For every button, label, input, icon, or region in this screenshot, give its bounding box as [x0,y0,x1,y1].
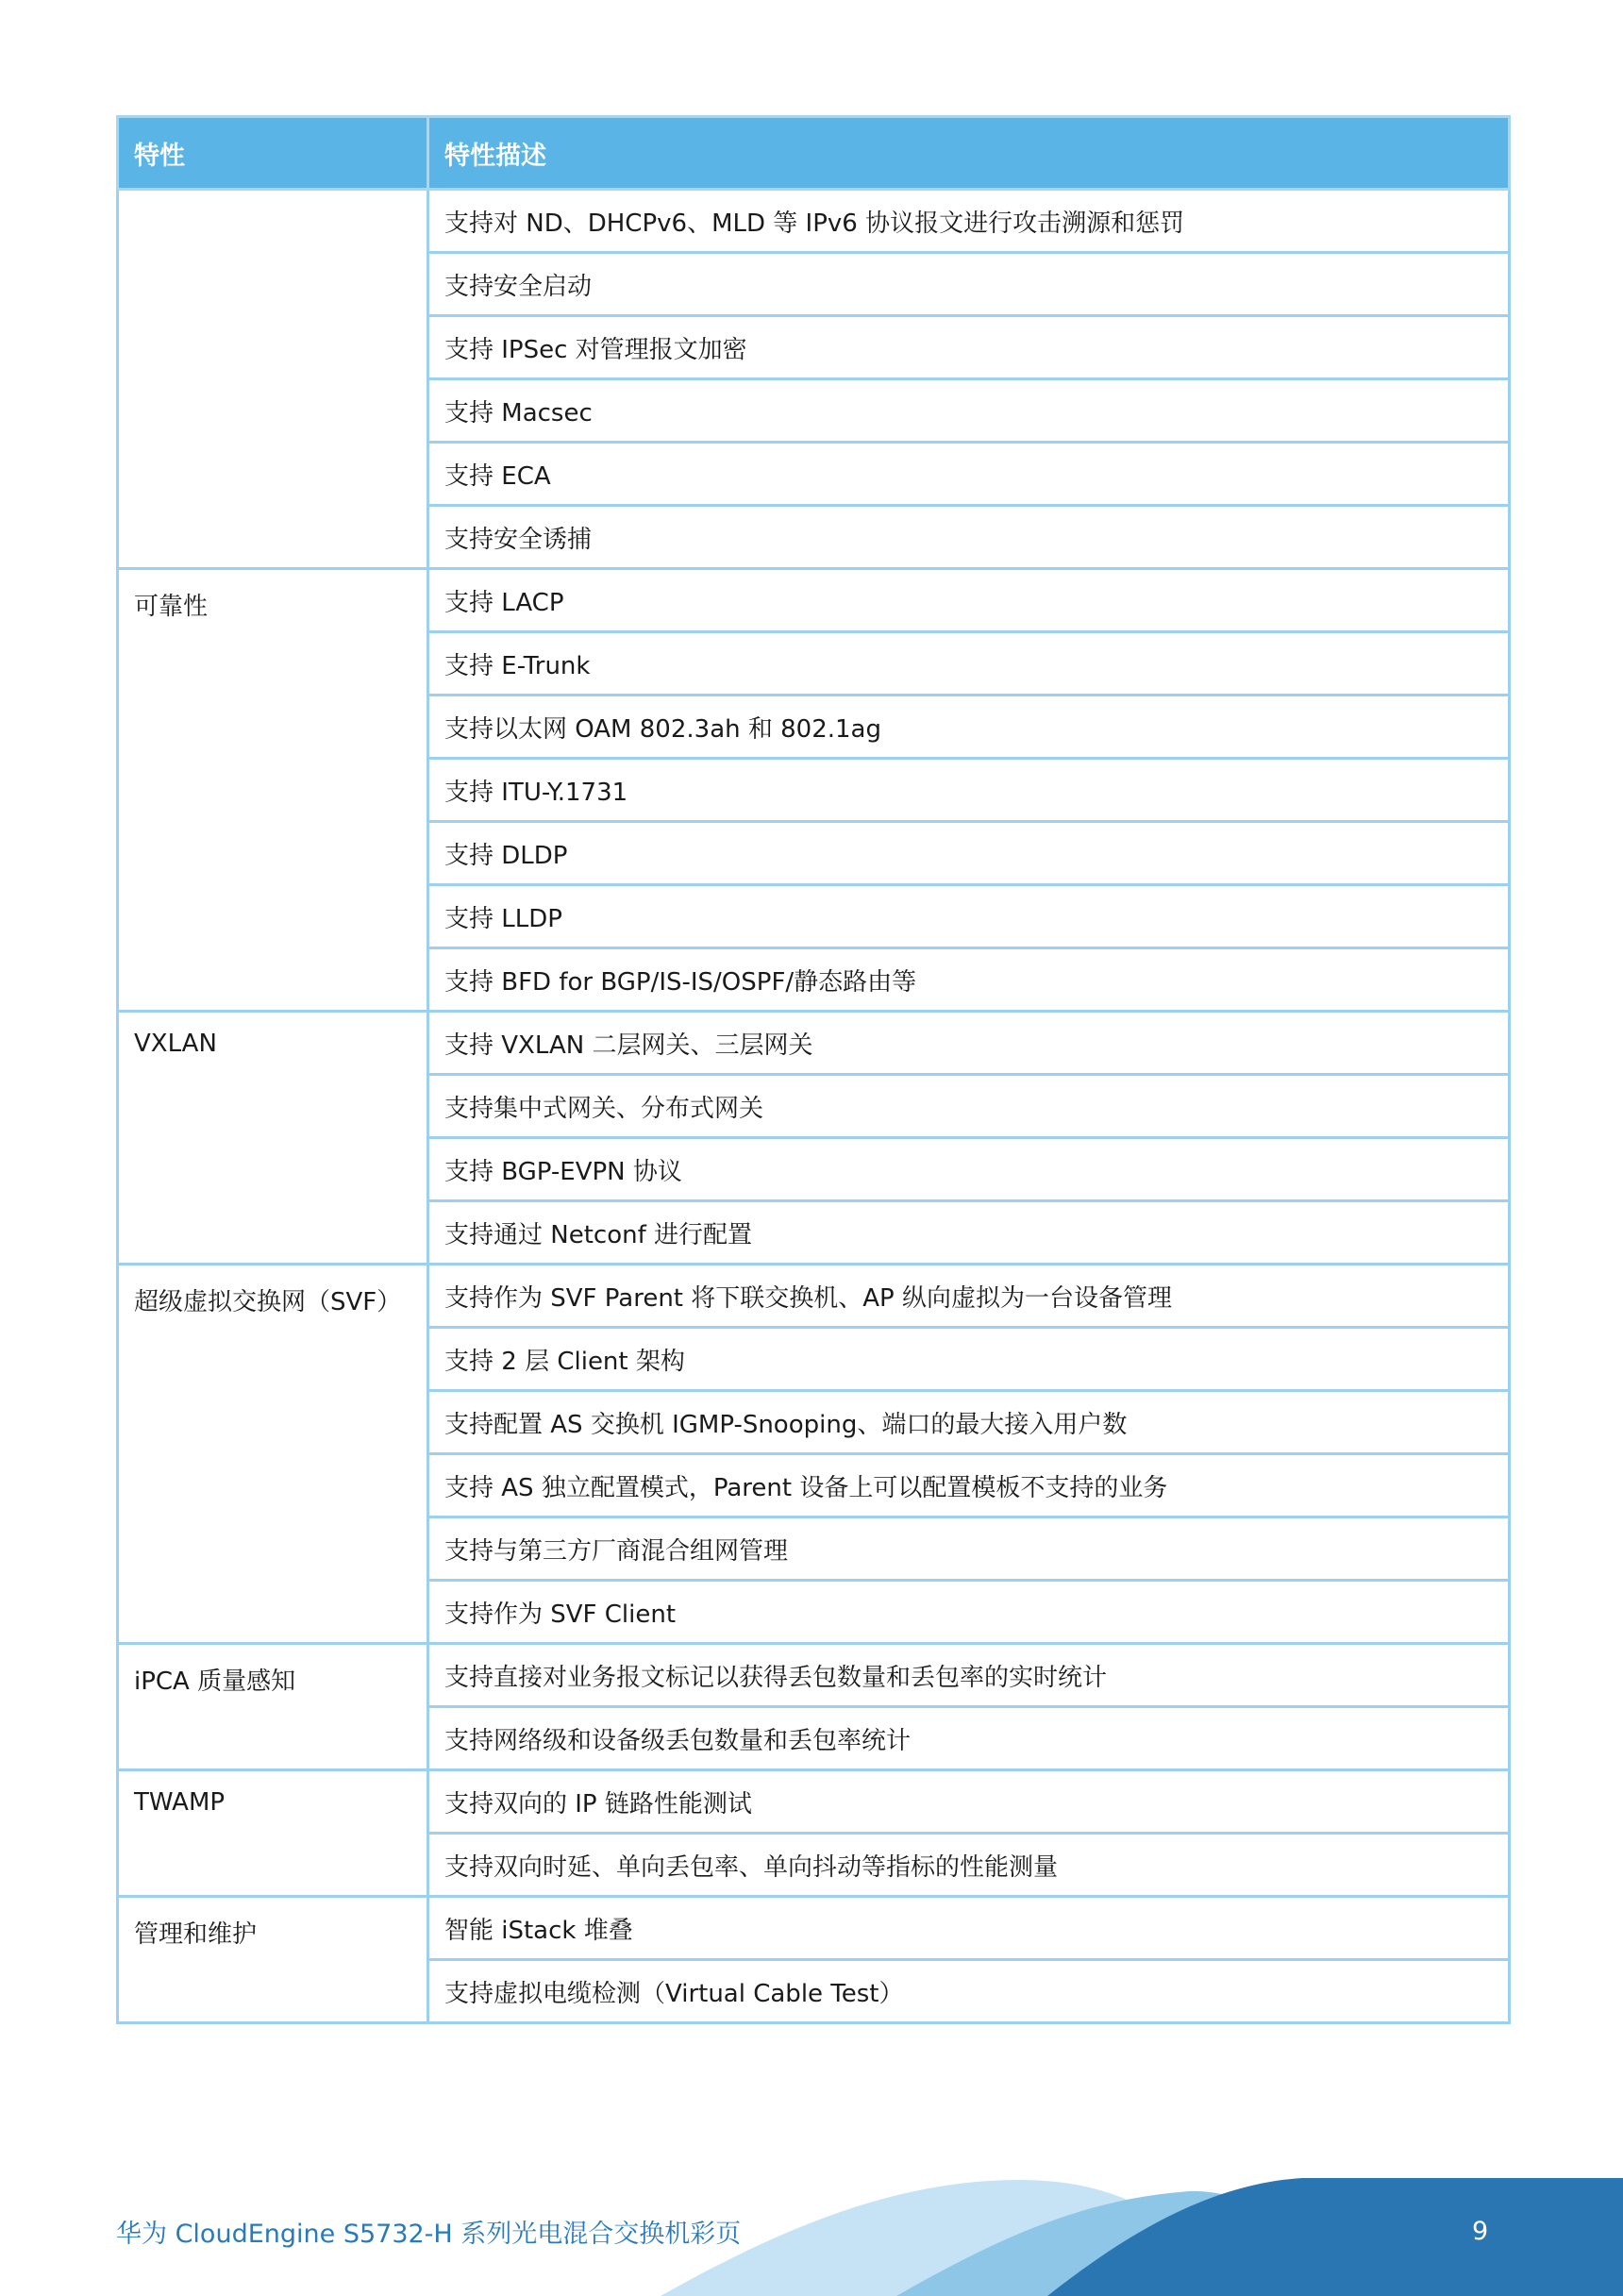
header-feature-description: 特性描述 [428,117,1510,190]
feature-description-cell: 支持通过 Netconf 进行配置 [428,1201,1510,1265]
feature-category-cell: TWAMP [118,1770,428,1897]
table-row [118,1012,1510,1075]
feature-description-cell: 支持 ECA [428,443,1510,506]
table-row [118,190,1510,253]
feature-description-cell: 支持以太网 OAM 802.3ah 和 802.1ag [428,696,1510,759]
feature-description-cell: 支持 Macsec [428,379,1510,443]
feature-description-cell: 支持 LLDP [428,885,1510,948]
table-row [118,1897,1510,1960]
table-row [118,569,1510,632]
feature-description-cell: 支持安全启动 [428,253,1510,316]
page-number: 9 [1472,2217,1489,2246]
feature-category-cell: VXLAN [118,1012,428,1265]
feature-description-cell: 支持作为 SVF Client [428,1581,1510,1644]
table-body [118,190,1510,2023]
feature-description-cell: 支持虚拟电缆检测（Virtual Cable Test） [428,1960,1510,2023]
feature-description-cell: 支持作为 SVF Parent 将下联交换机、AP 纵向虚拟为一台设备管理 [428,1265,1510,1328]
feature-description-cell: 智能 iStack 堆叠 [428,1897,1510,1960]
feature-description-cell: 支持网络级和设备级丢包数量和丢包率统计 [428,1707,1510,1770]
feature-description-cell: 支持 IPSec 对管理报文加密 [428,316,1510,379]
feature-category-cell: iPCA 质量感知 [118,1644,428,1770]
feature-description-cell: 支持 BFD for BGP/IS-IS/OSPF/静态路由等 [428,948,1510,1012]
feature-description-cell: 支持对 ND、DHCPv6、MLD 等 IPv6 协议报文进行攻击溯源和惩罚 [428,190,1510,253]
feature-description-cell: 支持安全诱捕 [428,506,1510,569]
feature-description-cell: 支持 2 层 Client 架构 [428,1328,1510,1391]
feature-table [116,115,1511,2024]
table-row [118,1644,1510,1707]
feature-description-cell: 支持 DLDP [428,822,1510,885]
table-row [118,1770,1510,1834]
feature-category-cell [118,190,428,569]
feature-description-cell: 支持配置 AS 交换机 IGMP-Snooping、端口的最大接入用户数 [428,1391,1510,1454]
feature-description-cell: 支持与第三方厂商混合组网管理 [428,1517,1510,1581]
feature-description-cell: 支持 ITU-Y.1731 [428,759,1510,822]
feature-description-cell: 支持双向时延、单向丢包率、单向抖动等指标的性能测量 [428,1834,1510,1897]
header-feature: 特性 [118,117,428,190]
feature-description-cell: 支持 E-Trunk [428,632,1510,696]
feature-category-cell: 超级虚拟交换网（SVF） [118,1265,428,1644]
feature-description-cell: 支持直接对业务报文标记以获得丢包数量和丢包率的实时统计 [428,1644,1510,1707]
feature-description-cell: 支持 VXLAN 二层网关、三层网关 [428,1012,1510,1075]
feature-category-cell: 管理和维护 [118,1897,428,2023]
feature-description-cell: 支持双向的 IP 链路性能测试 [428,1770,1510,1834]
feature-category-cell: 可靠性 [118,569,428,1012]
table-row [118,1265,1510,1328]
footer-title: 华为 CloudEngine S5732-H 系列光电混合交换机彩页 [116,2220,742,2249]
table-header-row [118,117,1510,190]
feature-description-cell: 支持 LACP [428,569,1510,632]
feature-description-cell: 支持 AS 独立配置模式，Parent 设备上可以配置模板不支持的业务 [428,1454,1510,1517]
feature-description-cell: 支持 BGP-EVPN 协议 [428,1138,1510,1201]
feature-description-cell: 支持集中式网关、分布式网关 [428,1075,1510,1138]
